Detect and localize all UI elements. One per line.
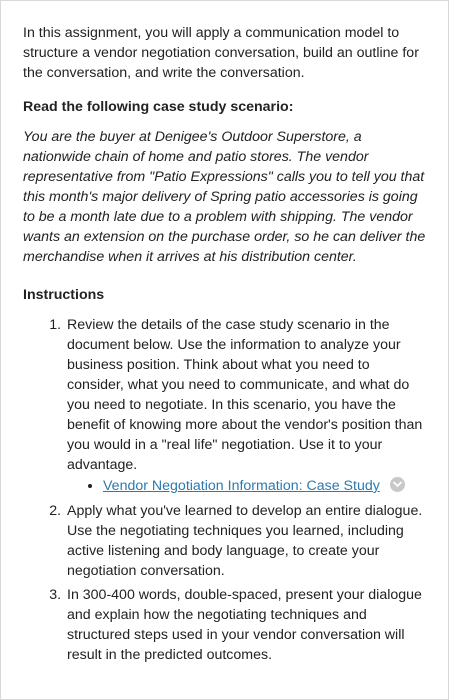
instruction-step-text: In 300-400 words, double-spaced, present your dialogue and explain how the negotiating techniques and structured steps used in your vendor conversation will result in the predicted outcomes.	[67, 587, 422, 663]
resource-list	[67, 475, 428, 497]
instruction-step	[65, 585, 428, 665]
chevron-down-icon[interactable]	[390, 477, 405, 492]
instruction-step	[65, 315, 428, 497]
instruction-step-text: Review the details of the case study scenario in the document below. Use the information to analyze your business position. Think about what you need to consider, what you need to communicate, and what do you need to negotiate. In this scenario, you have the benefit of knowing more about the vendor's position than you would in a "real life" negotiation. Use it to your advantage.	[67, 317, 423, 473]
case-study-scenario: You are the buyer at Denigee's Outdoor Superstore, a nationwide chain of home and patio stores. The vendor representative from "Patio Expressions" calls you to tell you that this month's major delivery of Spring patio accessories is going to be a month late due to a problem with shipping. The vendor wants an extension on the purchase order, so he can deliver the merchandise when it arrives at his distribution center.	[23, 129, 426, 265]
intro-paragraph: In this assignment, you will apply a communication model to structure a vendor negotiation conversation, build an outline for the conversation, and write the conversation.	[23, 25, 419, 81]
instruction-step-text: Apply what you've learned to develop an entire dialogue. Use the negotiating techniques you learned, including active listening and body language, to create your negotiation conversation.	[67, 503, 423, 579]
case-study-heading: Read the following case study scenario:	[23, 99, 294, 115]
instruction-step	[65, 501, 428, 581]
instructions-list	[23, 315, 428, 665]
instructions-heading: Instructions	[23, 287, 105, 303]
resource-item	[103, 475, 428, 497]
case-study-link[interactable]: Vendor Negotiation Information: Case Study	[103, 478, 380, 494]
